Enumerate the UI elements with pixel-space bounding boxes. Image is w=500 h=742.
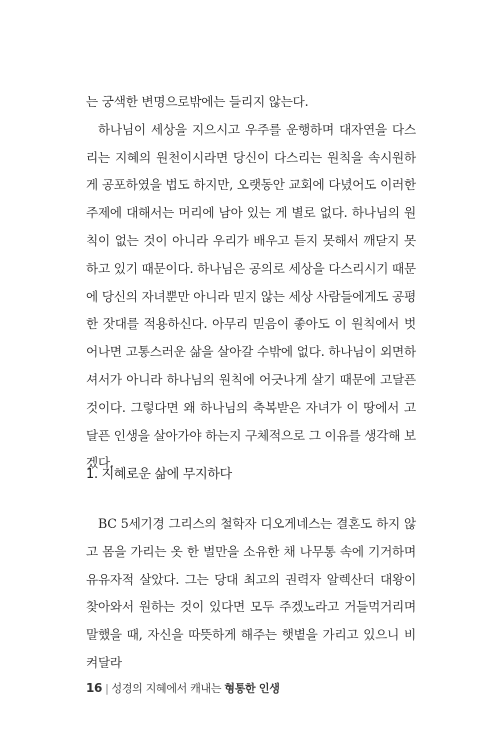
- page-number: 16: [86, 681, 103, 695]
- book-title-sub: 형통한 인생: [224, 682, 280, 695]
- paragraph-main: 하나님이 세상을 지으시고 우주를 운행하며 대자연을 다스리는 지혜의 원천이시라면 당신이 다스리는 원칙을 속시원하게 공포하였을 법도 하지만, 오랫동안 교회에 다녔어도 이러한 주제에 대해서는 머리에 남아 있는 게 별로 없다. 하나님의 원칙이 없는 것이 아니라 우리가 배우고 듣지 못해서 깨닫지 못하고 있기 때문이다. 하나님은 공의로 세상을 다스리시기 때문에 당신의 자녀뿐만 아니라 믿지 않는 세상 사람들에게도 공평한 잣대를 적용하신다. 아무리 믿음이 좋아도 이 원칙에서 벗어나면 고통스러운 삶을 살아갈 수밖에 없다. 하나님이 외면하셔서가 아니라 하나님의 원칙에 어긋나게 살기 때문에 고달픈 것이다. 그렇다면 왜 하나님의 축복받은 자녀가 이 땅에서 고달픈 인생을 살아가야 하는지 구체적으로 그 이유를 생각해 보겠다.: [86, 121, 416, 471]
- body-text-bottom: [86, 510, 416, 677]
- page-footer: [86, 680, 280, 696]
- body-text-top: [86, 88, 416, 477]
- section-heading: 1. 지혜로운 삶에 무지하다: [86, 467, 232, 482]
- paragraph-continuation: 는 궁색한 변명으로밖에는 들리지 않는다.: [86, 94, 309, 109]
- footer-separator: |: [105, 682, 109, 695]
- book-title-main: 성경의 지혜에서 캐내는: [111, 682, 222, 695]
- paragraph-diogenes: BC 5세기경 그리스의 철학자 디오게네스는 결혼도 하지 않고 몸을 가리는 옷 한 벌만을 소유한 채 나무통 속에 기거하며 유유자적 살았다. 그는 당대 최고의 권력자 알렉산더 대왕이 찾아와서 원하는 것이 있다면 모두 주겠노라고 거들먹거리며 말했을 때, 자신을 따뜻하게 해주는 햇볕을 가리고 있으니 비켜달라: [86, 516, 416, 670]
